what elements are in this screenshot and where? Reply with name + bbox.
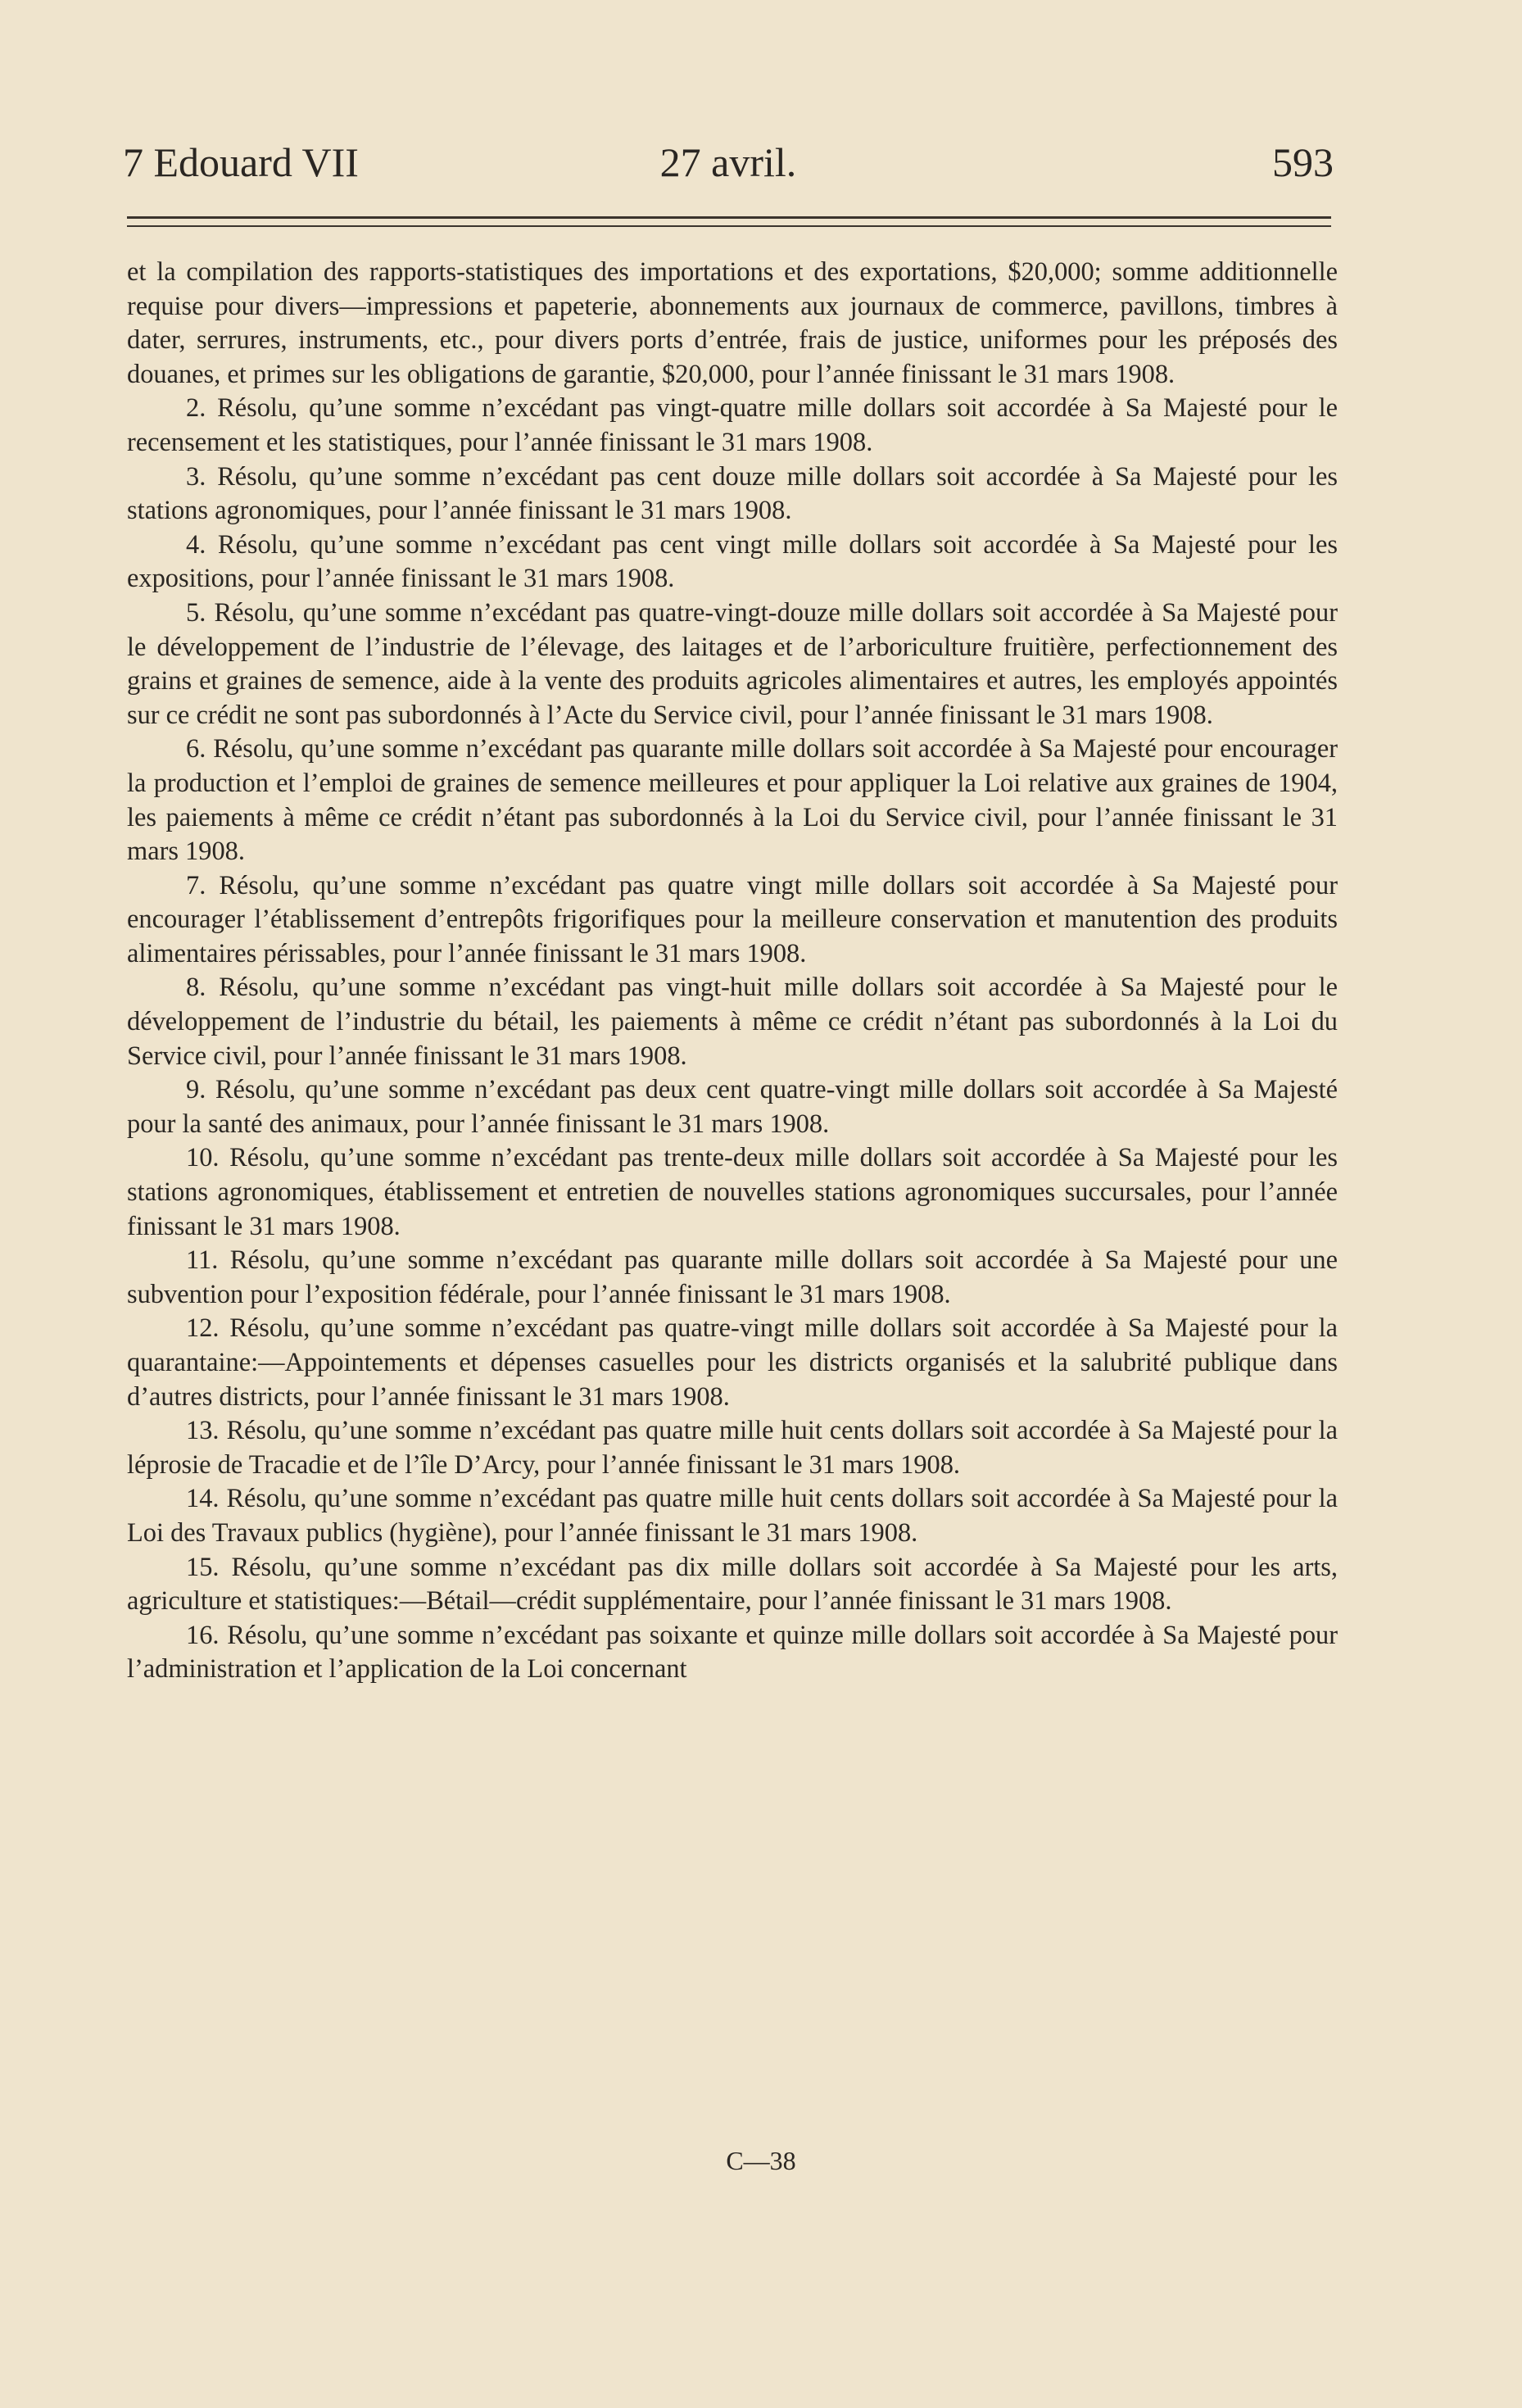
resolution-12: 12. Résolu, qu’une somme n’excédant pas quatre-vingt mille dollars soit accordée à Sa Majesté pour la quarantaine:—Appointements et dépenses casuelles pour les districts organisés et la salubrité publique dans d’autres districts, pour l’année finissant le 31 mars 1908. — [127, 1313, 1338, 1412]
resolution-2: 2. Résolu, qu’une somme n’excédant pas vingt-quatre mille dollars soit accordée à Sa Majesté pour le recensement et les statistiques, pour l’année finissant le 31 mars 1908. — [127, 393, 1338, 457]
resolution-5: 5. Résolu, qu’une somme n’excédant pas quatre-vingt-douze mille dollars soit accordée à Sa Majesté pour le développement de l’industrie de l’élevage, des laitages et de l’arboriculture fruitière, perfectionnement des grains et graines de semence, aide à la vente des produits agricoles alimentaires et autres, les employés appointés sur ce crédit ne sont pas subordonnés à l’Acte du Service civil, pour l’année finissant le 31 mars 1908. — [127, 597, 1338, 730]
resolution-14: 14. Résolu, qu’une somme n’excédant pas quatre mille huit cents dollars soit accordée à Sa Majesté pour la Loi des Travaux publics (hygiène), pour l’année finissant le 31 mars 1908. — [127, 1484, 1338, 1548]
resolution-15: 15. Résolu, qu’une somme n’excédant pas dix mille dollars soit accordée à Sa Majesté pour les arts, agriculture et statistiques:—Bétail—crédit supplémentaire, pour l’année finissant le 31 mars 1908. — [127, 1552, 1338, 1617]
header-reign: 7 Edouard VII — [123, 139, 359, 185]
resolution-6: 6. Résolu, qu’une somme n’excédant pas quarante mille dollars soit accordée à Sa Majesté pour encourager la production et l’emploi de graines de semence meilleures et pour appliquer la Loi relative aux graines de 1904, les paiements à même ce crédit n’étant pas subordonnés à la Loi du Service civil, pour l’année finissant le 31 mars 1908. — [127, 734, 1338, 867]
signature-mark: C—38 — [726, 2146, 796, 2175]
page-number: 593 — [1272, 139, 1334, 185]
running-header — [123, 138, 1334, 187]
resolution-8: 8. Résolu, qu’une somme n’excédant pas vingt-huit mille dollars soit accordée à Sa Majesté pour le développement de l’industrie du bétail, les paiements à même ce crédit n’étant pas subordonnés à la Loi du Service civil, pour l’année finissant le 31 mars 1908. — [127, 973, 1338, 1071]
resolution-10: 10. Résolu, qu’une somme n’excédant pas trente-deux mille dollars soit accordée à Sa Majesté pour les stations agronomiques, établissement et entretien de nouvelles stations agronomiques succursales, pour l’année finissant le 31 mars 1908. — [127, 1143, 1338, 1241]
body-text — [127, 256, 1338, 1687]
resolution-9: 9. Résolu, qu’une somme n’excédant pas deux cent quatre-vingt mille dollars soit accordée à Sa Majesté pour la santé des animaux, pour l’année finissant le 31 mars 1908. — [127, 1075, 1338, 1139]
resolution-4: 4. Résolu, qu’une somme n’excédant pas cent vingt mille dollars soit accordée à Sa Majesté pour les expositions, pour l’année finissant le 31 mars 1908. — [127, 529, 1338, 594]
header-rule-top — [127, 216, 1331, 219]
resolution-3: 3. Résolu, qu’une somme n’excédant pas cent douze mille dollars soit accordée à Sa Majesté pour les stations agronomiques, pour l’année finissant le 31 mars 1908. — [127, 461, 1338, 526]
header-date: 27 avril. — [659, 139, 797, 185]
resolution-11: 11. Résolu, qu’une somme n’excédant pas quarante mille dollars soit accordée à Sa Majesté pour une subvention pour l’exposition fédérale, pour l’année finissant le 31 mars 1908. — [127, 1245, 1338, 1309]
resolution-7: 7. Résolu, qu’une somme n’excédant pas quatre vingt mille dollars soit accordée à Sa Majesté pour encourager l’établissement d’entrepôts frigorifiques pour la meilleure conservation et manutention des produits alimentaires périssables, pour l’année finissant le 31 mars 1908. — [127, 870, 1338, 968]
resolution-13: 13. Résolu, qu’une somme n’excédant pas quatre mille huit cents dollars soit accordée à Sa Majesté pour la léprosie de Tracadie et de l’île D’Arcy, pour l’année finissant le 31 mars 1908. — [127, 1416, 1338, 1480]
header-rule-bottom — [127, 225, 1331, 227]
resolution-16: 16. Résolu, qu’une somme n’excédant pas soixante et quinze mille dollars soit accordée à Sa Majesté pour l’administration et l’application de la Loi concernant — [127, 1620, 1338, 1685]
paragraph-continuation: et la compilation des rapports-statistiques des importations et des exportations, $20,000; somme additionnelle requise pour divers—impressions et papeterie, abonnements aux journaux de commerce, pavillons, timbres à dater, serrures, instruments, etc., pour divers ports d’entrée, frais de justice, uniformes pour les préposés des douanes, et primes sur les obligations de garantie, $20,000, pour l’année finissant le 31 mars 1908. — [127, 257, 1338, 389]
